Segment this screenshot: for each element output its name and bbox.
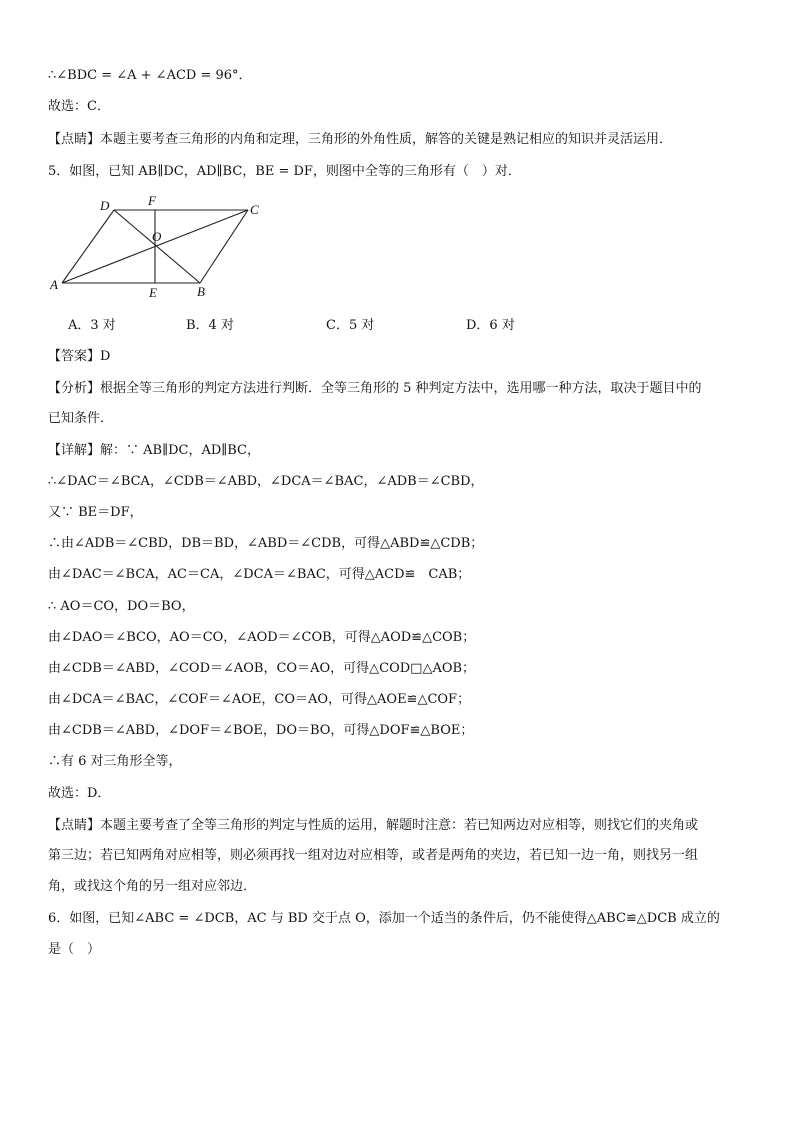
detail-line-10: 由∠CDB＝∠ABD，∠DOF＝∠BOE，DO＝BO，可得△DOF≌△BOE；	[48, 723, 474, 738]
comment-line-2: 第三边；若已知两角对应相等，则必须再找一组对边对应相等，或者是两角的夹边，若已知一边一角，则找另一组	[48, 848, 699, 863]
analysis-line-1: 【分析】根据全等三角形的判定方法进行判断．全等三角形的 5 种判定方法中，选用哪一种方法，取决于题目中的	[48, 381, 702, 396]
parallelogram-figure	[44, 190, 274, 300]
detail-line-7: 由∠DAO＝∠BCO，AO＝CO，∠AOD＝∠COB，可得△AOD≌△COB；	[48, 630, 476, 645]
segment-bd	[114, 210, 200, 283]
question-6-stem-1: 6．如图，已知∠ABC = ∠DCB，AC 与 BD 交于点 O，添加一个适当的条件后，仍不能使得△ABC≌△DCB 成立的	[48, 911, 720, 926]
option-b: B．4 对	[186, 318, 234, 333]
option-c: C．5 对	[326, 318, 375, 333]
comment-line-3: 角，或找这个角的另一组对应邻边．	[48, 879, 257, 894]
label-d: D	[100, 198, 110, 213]
detail-line-9: 由∠DCA＝∠BAC，∠COF＝∠AOE，CO＝AO，可得△AOE≌△COF；	[48, 692, 471, 707]
segment-bc	[200, 210, 248, 283]
option-a: A．3 对	[68, 318, 116, 333]
question-6-stem-2: 是（ ）	[48, 942, 101, 957]
answer-line: 【答案】D	[48, 349, 111, 364]
label-a: A	[50, 277, 58, 292]
label-e: E	[149, 285, 157, 300]
detail-line-12: 故选：D．	[48, 786, 111, 801]
detail-line-6: ∴ AO＝CO，DO＝BO，	[48, 599, 195, 614]
label-f: F	[148, 193, 156, 208]
line-conclusion-angle-bdc: ∴∠BDC = ∠A + ∠ACD = 96°．	[48, 68, 252, 83]
detail-line-1: 【详解】解：∵ AB∥DC，AD∥BC，	[48, 443, 261, 458]
detail-line-2: ∴∠DAC＝∠BCA，∠CDB＝∠ABD，∠DCA＝∠BAC，∠ADB＝∠CBD，	[48, 474, 484, 489]
question-5-stem: 5．如图，已知 AB∥DC，AD∥BC，BE = DF，则图中全等的三角形有（ ）对．	[48, 164, 521, 179]
analysis-line-2: 已知条件．	[48, 411, 114, 426]
line-comment-q4: 【点睛】本题主要考查三角形的内角和定理，三角形的外角性质，解答的关键是熟记相应的知识并灵活运用．	[48, 132, 673, 147]
detail-line-4: ∴由∠ADB＝∠CBD，DB＝BD，∠ABD＝∠CDB，可得△ABD≌△CDB；	[48, 536, 484, 551]
option-d: D．6 对	[466, 318, 515, 333]
line-choose-c: 故选：C．	[48, 99, 110, 114]
label-b: B	[197, 284, 205, 299]
label-o: O	[152, 229, 162, 244]
detail-line-5: 由∠DAC＝∠BCA，AC＝CA，∠DCA＝∠BAC，可得△ACD≌ CAB；	[48, 567, 471, 582]
segment-ad	[62, 210, 114, 283]
comment-line-1: 【点睛】本题主要考查了全等三角形的判定与性质的运用，解题时注意：若已知两边对应相等，则找它们的夹角或	[48, 818, 699, 833]
detail-line-8: 由∠CDB＝∠ABD，∠COD＝∠AOB，CO＝AO，可得△COD□△AOB；	[48, 661, 476, 676]
detail-line-3: 又∵ BE＝DF，	[48, 505, 143, 520]
label-c: C	[250, 202, 259, 217]
detail-line-11: ∴有 6 对三角形全等，	[48, 754, 182, 769]
